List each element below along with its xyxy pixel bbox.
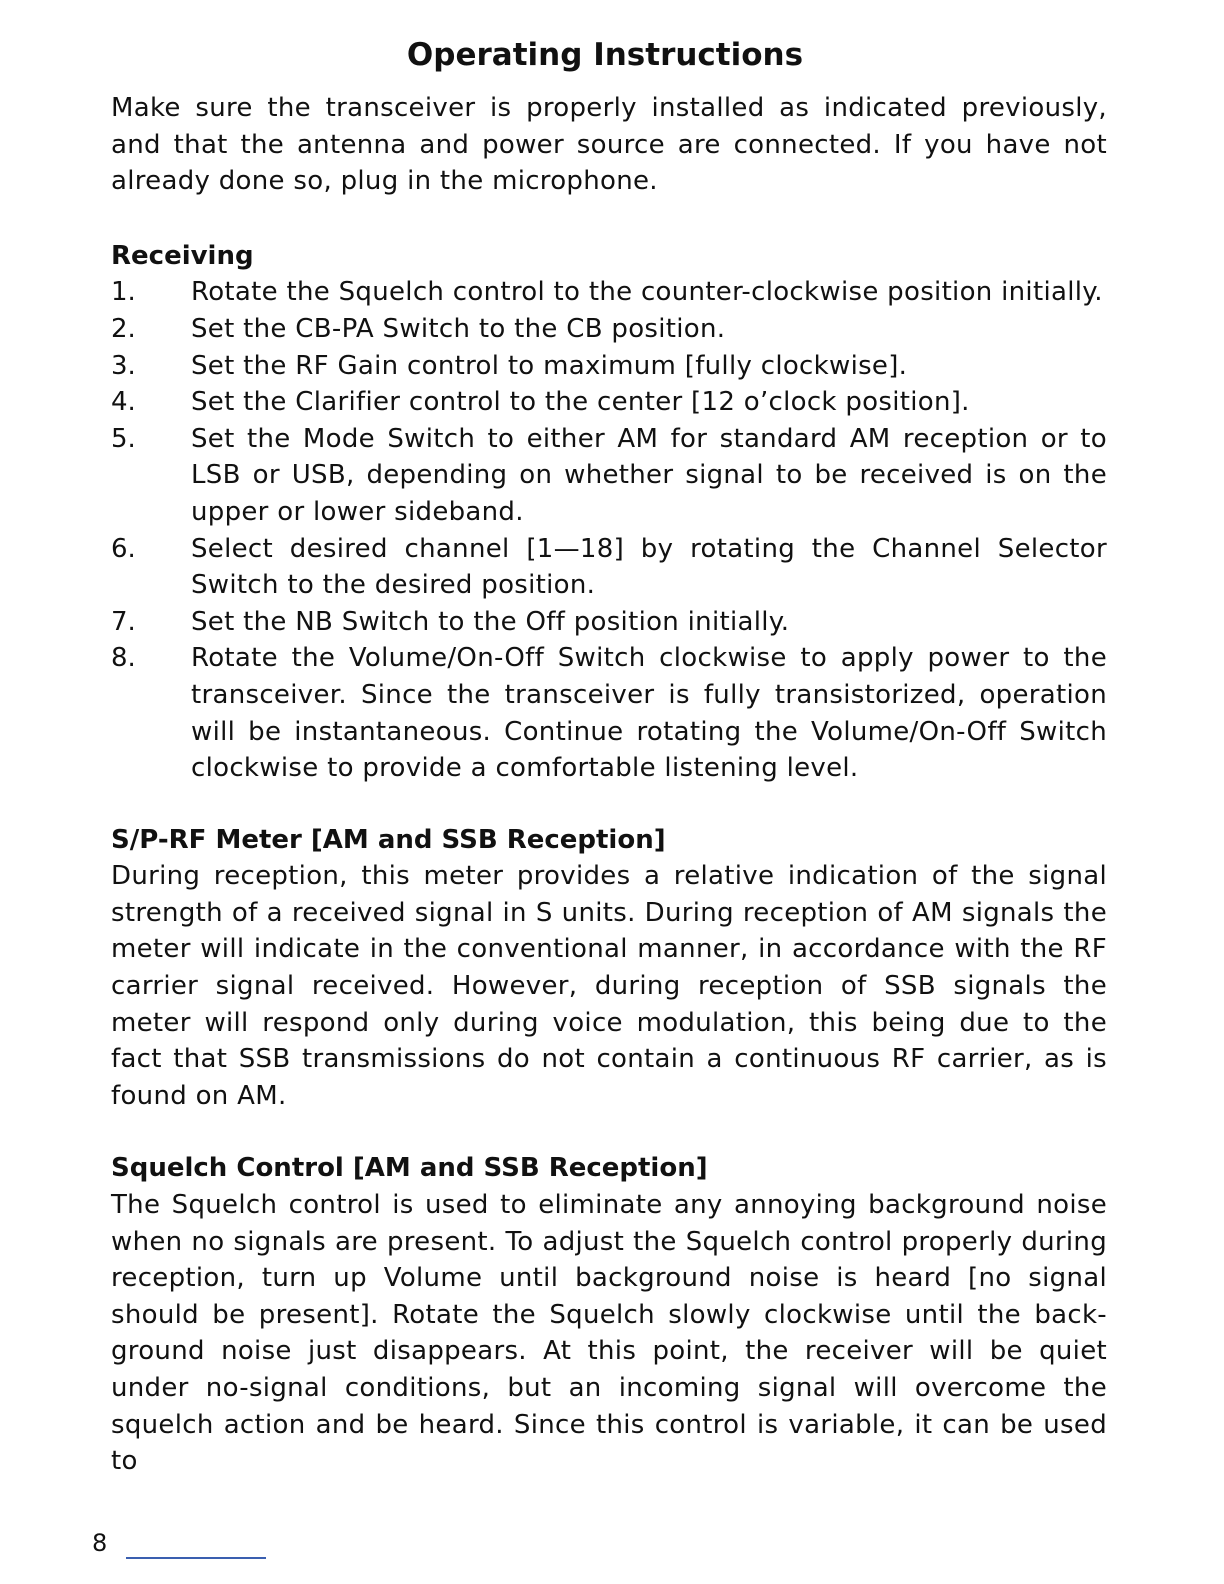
step-text: Set the RF Gain control to maximum [fully clockwise]. [191,350,908,381]
meter-section [111,822,1107,1115]
squelch-section [111,1150,1107,1479]
intro-paragraph: Make sure the transceiver is properly installed as indicated previously, and that the antenna and power source are connected. If you have not already done so, plug in the microphone. [111,93,1107,197]
list-item [111,384,1107,421]
step-number: 1. [111,277,136,308]
step-number: 3. [111,350,136,381]
meter-paragraph: During reception, this meter provides a relative indication of the signal strength of a received signal in S units. During reception of AM signals the meter will indicate in the conventional manner, in accordance with the RF carrier signal received. However, during reception of SSB signals the meter will respond only during voice modulation, this being due to the fact that SSB transmissions do not contain a continuous RF carrier, as is found on AM. [111,861,1107,1111]
page-content [111,90,1107,1516]
receiving-steps-list [111,274,1107,786]
footer-rule [126,1557,266,1559]
squelch-heading: Squelch Control [AM and SSB Reception] [111,1153,708,1184]
page-title: Operating Instructions [406,36,804,73]
step-number: 8. [111,643,136,674]
step-number: 4. [111,387,136,418]
step-number: 5. [111,423,136,454]
step-number: 7. [111,606,136,637]
step-number: 6. [111,533,136,564]
step-text: Set the CB-PA Switch to the CB position. [191,313,726,344]
step-number: 2. [111,313,136,344]
list-item [111,531,1107,604]
list-item [111,274,1107,311]
squelch-paragraph: The Squelch control is used to eliminate any annoying background noise when no signals are present. To adjust the Squelch control properly during reception, turn up Volume until background noise is heard [no signal should be present]. Rotate the Squelch slowly clockwise until the back-ground noise just disappears. At this point, the receiver will be quiet under no-signal conditions, but an incoming signal will overcome the squelch action and be heard. Since this control is variable, it can be used to [111,1190,1107,1477]
meter-heading: S/P-RF Meter [AM and SSB Reception] [111,824,666,855]
step-text: Rotate the Squelch control to the counter-clockwise position initially. [191,277,1103,308]
list-item [111,348,1107,385]
list-item [111,640,1107,786]
list-item [111,311,1107,348]
step-text: Set the Mode Switch to either AM for standard AM reception or to LSB or USB, depending on whether signal to be received is on the upper or lower sideband. [191,423,1107,527]
list-item [111,421,1107,531]
step-text: Set the NB Switch to the Off position initially. [191,606,790,637]
step-text: Set the Clarifier control to the center [12 o’clock position]. [191,387,970,418]
page-number: 8 [92,1529,108,1557]
step-text: Rotate the Volume/On-Off Switch clockwise to apply power to the transceiver. Since the transceiver is fully transistorized, operation will be instantaneous. Continue rotating the Volume/On-Off Switch clockwise to provide a comfortable listening level. [191,643,1107,784]
list-item [111,604,1107,641]
receiving-heading: Receiving [111,240,254,271]
step-text: Select desired channel [1—18] by rotating the Channel Selector Switch to the desired position. [191,533,1107,601]
